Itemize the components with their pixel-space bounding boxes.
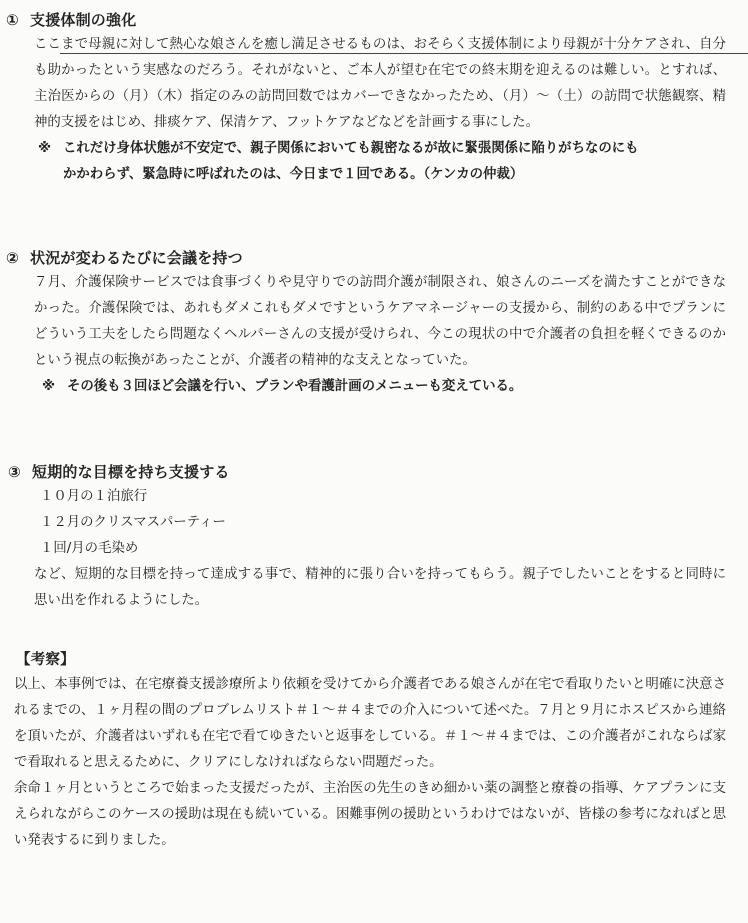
section-heading: [0, 246, 748, 270]
section-short-term-goals: [0, 460, 748, 614]
discussion-paragraph-1: 以上、本事例では、在宅療養支援診療所より依頼を受けてから介護者である娘さんが在宅で看取りたいと明確に決意されるまでの、１ヶ月程の間のプロブレムリスト＃１～＃４までの介入について述べた。７月と９月にホスピスから連絡を頂いたが、介護者はいずれも在宅で看てゆきたいと返事をしている。＃１～＃４までは、この介護者がこれならば家で看取れると思えるために、クリアにしなければならない問題だった。: [14, 677, 726, 770]
section-number: ①: [6, 11, 19, 29]
note-mark: ※: [42, 379, 56, 394]
section-heading: [0, 8, 748, 32]
section-title: 支援体制の強化: [30, 11, 137, 29]
section-support-system: [0, 8, 748, 188]
section-body: ここまで母親に対して熱心な娘さんを癒し満足させるものは、おそらく支援体制により母親が十分ケアされ、自分も助かったという実感なのだろう。それがないと、ご本人が望む在宅での終末期を迎えるのは難しい。とすれば、主治医からの（月）（木）指定のみの訪問回数ではカバーできなかったため、（月）～（土）の訪問で状態観察、精神的支援をはじめ、排痰ケア、保清ケア、フットケアなどなどを計画する事にした。: [34, 37, 726, 130]
section-heading: [0, 460, 748, 484]
note-text-line1: これだけ身体状態が不安定で、親子関係においても親密なるが故に緊張関係に陥りがちなのにも: [63, 141, 639, 156]
note-text: その後も３回ほど会議を行い、プランや看護計画のメニューも変えている。: [67, 379, 523, 394]
section-body: など、短期的な目標を持って達成する事で、精神的に張り合いを持ってもらう。親子でしたいことをすると同時に思い出を作れるようにした。: [34, 567, 726, 608]
goal-item: １０月の１泊旅行: [40, 489, 148, 504]
section-meetings: [0, 246, 748, 400]
section-title: 【考察】: [16, 652, 75, 668]
section-number: ③: [8, 463, 21, 481]
goal-item: １回/月の毛染め: [40, 541, 139, 556]
section-note: [0, 136, 748, 188]
section-note: [0, 374, 748, 400]
note-text-line2: かかわらず、緊急時に呼ばれたのは、今日まで１回である。（ケンカの仲裁）: [63, 167, 524, 182]
goal-item: １２月のクリスマスパーティー: [40, 515, 226, 530]
section-title: 短期的な目標を持ち支援する: [32, 463, 230, 481]
section-title: 状況が変わるたびに会議を持つ: [30, 249, 243, 267]
section-body: ７月、介護保険サービスでは食事づくりや見守りでの訪問介護が制限され、娘さんのニーズを満たすことができなかった。介護保険では、あれもダメこれもダメですというケアマネージャーの支援から、制約のある中でプランにどういう工夫をしたら問題なくヘルパーさんの支援が受けられ、今この現状の中で介護者の負担を軽くできるのかという視点の転換があったことが、介護者の精神的な支えとなっていた。: [34, 275, 726, 368]
section-number: ②: [6, 249, 19, 267]
section-discussion: [0, 648, 748, 854]
note-mark: ※: [38, 141, 52, 156]
discussion-paragraph-2: 余命１ヶ月というところで始まった支援だったが、主治医の先生のきめ細かい薬の調整と療養の指導、ケアプランに支えられながらこのケースの援助は現在も続いている。困難事例の援助というわけではないが、皆様の参考になればと思い発表するに到りました。: [14, 781, 726, 848]
